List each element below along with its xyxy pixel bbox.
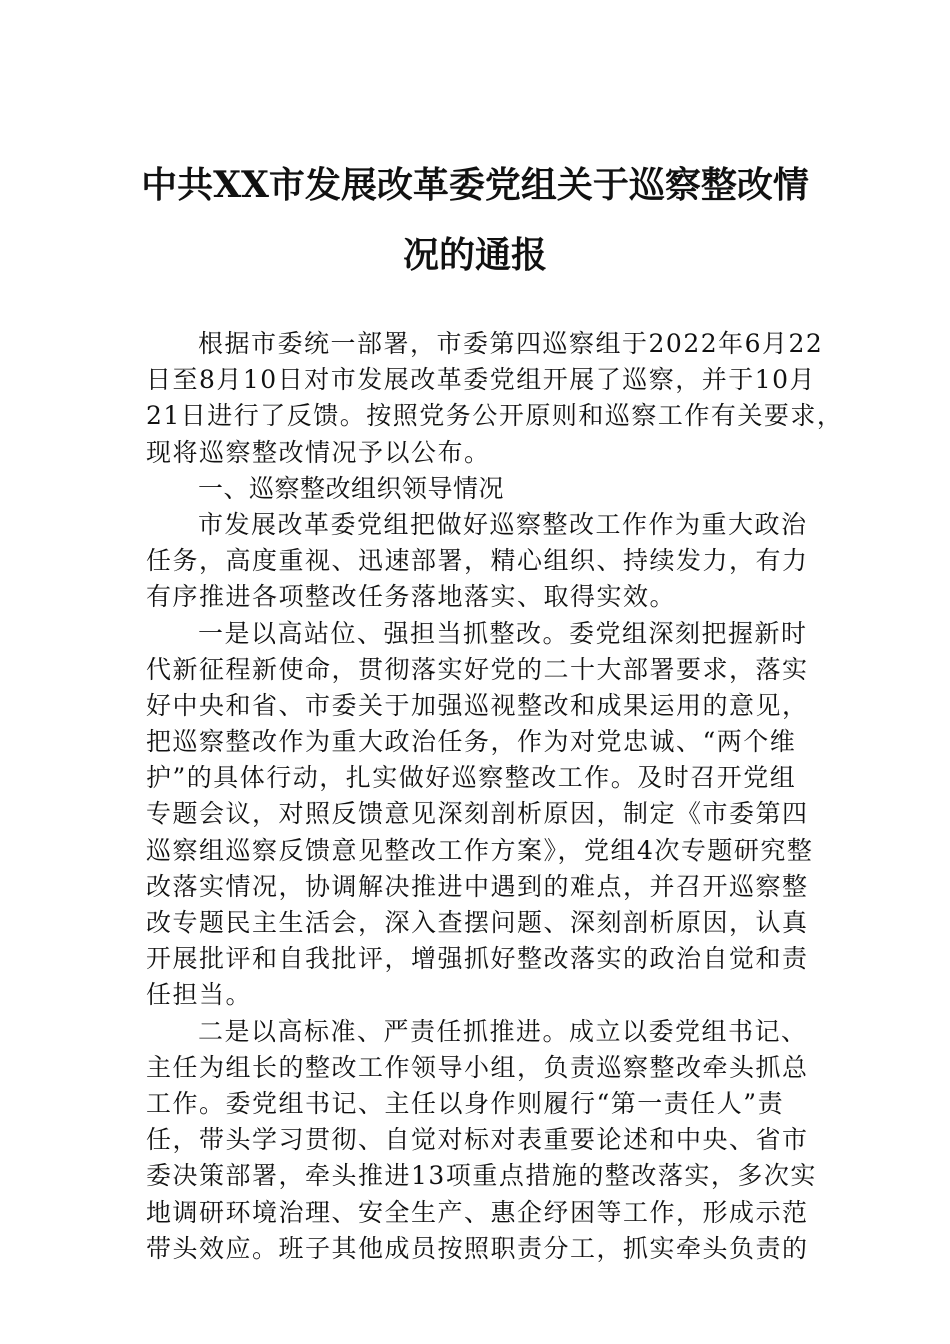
- title-line-1: 中共XX市发展改革委党组关于巡察整改情: [141, 164, 809, 206]
- body-line: 一是以高站位、强担当抓整改。委党组深刻把握新时: [198, 618, 808, 648]
- body-line: 日至8月10日对市发展改革委党组开展了巡察，并于10月: [146, 365, 817, 395]
- document-body: [146, 326, 844, 1267]
- body-line: 21日进行了反馈。按照党务公开原则和巡察工作有关要求，: [146, 401, 844, 431]
- body-line: 有序推进各项整改任务落地落实、取得实效。: [146, 582, 677, 612]
- body-line: 代新征程新使命，贯彻落实好党的二十大部署要求，落实: [146, 654, 809, 684]
- body-line: 任担当。: [146, 980, 253, 1010]
- body-line: 改专题民主生活会，深入查摆问题、深刻剖析原因，认真: [146, 908, 809, 937]
- title-line-2: 况的通报: [402, 234, 547, 276]
- body-line: 专题会议，对照反馈意见深刻剖析原因，制定《市委第四: [146, 799, 809, 829]
- body-line: 主任为组长的整改工作领导小组，负责巡察整改牵头抓总: [146, 1052, 809, 1082]
- body-line: 根据市委统一部署，市委第四巡察组于2022年6月22: [198, 329, 824, 358]
- body-line: 工作。委党组书记、主任以身作则履行“第一责任人”责: [146, 1088, 785, 1118]
- body-line: 好中央和省、市委关于加强巡视整改和成果运用的意见，: [146, 690, 809, 720]
- body-line: 市发展改革委党组把做好巡察整改工作作为重大政治: [198, 509, 808, 539]
- body-line: 任务，高度重视、迅速部署，精心组织、持续发力，有力: [146, 546, 809, 576]
- body-line: 地调研环境治理、安全生产、惠企纾困等工作，形成示范: [146, 1197, 809, 1227]
- body-line: 委决策部署，牵头推进13项重点措施的整改落实，多次实: [146, 1161, 817, 1191]
- body-line: 带头效应。班子其他成员按照职责分工，抓实牵头负责的: [146, 1233, 809, 1263]
- body-line: 开展批评和自我批评，增强抓好整改落实的政治自觉和责: [146, 944, 809, 974]
- body-line: 现将巡察整改情况予以公布。: [146, 437, 491, 467]
- body-line: 改落实情况，协调解决推进中遇到的难点，并召开巡察整: [146, 871, 809, 901]
- section-heading: 一、巡察整改组织领导情况: [198, 473, 505, 503]
- body-line: 二是以高标准、严责任抓推进。成立以委党组书记、: [198, 1016, 808, 1046]
- document-title: [110, 150, 840, 290]
- body-line: 任，带头学习贯彻、自觉对标对表重要论述和中央、省市: [146, 1125, 809, 1155]
- body-line: 把巡察整改作为重大政治任务，作为对党忠诚、“两个维: [146, 727, 797, 757]
- body-line: 巡察组巡察反馈意见整改工作方案》，党组4次专题研究整: [146, 835, 814, 865]
- body-line: 护”的具体行动，扎实做好巡察整改工作。及时召开党组: [146, 763, 797, 793]
